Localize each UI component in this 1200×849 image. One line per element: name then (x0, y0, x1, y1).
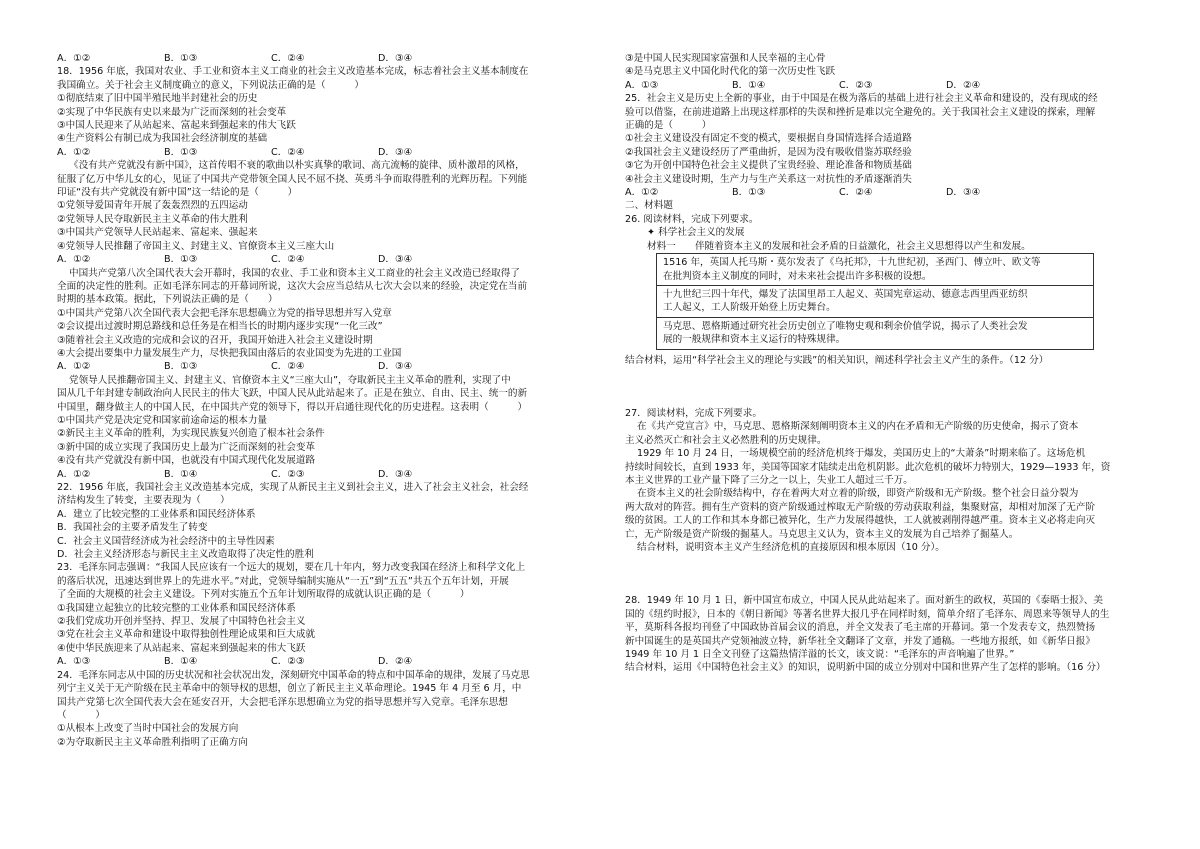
text-line: 在《共产党宣言》中，马克思、恩格斯深刻阐明资本主义的内在矛盾和无产阶级的历史使命，揭示了资本 (637, 421, 1079, 433)
answer-option: D．③④ (946, 187, 981, 199)
text-line: ③中国人民迎来了从站起来、富起来到强起来的伟大飞跃 (57, 120, 296, 132)
answer-option: B．①④ (164, 656, 198, 668)
text-line: 在资本主义的社会阶级结构中，存在着两大对立着的阶级，即资产阶级和无产阶级。整个社会日益分裂为 (637, 488, 1079, 500)
text-line: ①社会主义建设没有固定不变的模式，要根据自身国情选择合适道路 (625, 133, 912, 145)
text-line: D．社会主义经济形态与新民主主义改造取得了决定性的胜利 (57, 549, 314, 561)
text-line: ④是马克思主义中国化时代化的第一次历史性飞跃 (625, 66, 836, 78)
text-line: 济结构发生了转变，主要表现为（ ） (57, 495, 230, 507)
answer-options (57, 52, 582, 65)
q26-task: 结合材料，运用“科学社会主义的理论与实践”的相关知识，阐述科学社会主义产生的条件。（12 分） (625, 354, 1049, 366)
text-line: ④使中华民族迎来了从站起来、富起来到强起来的伟大飞跃 (57, 642, 306, 654)
text-line: ①从根本上改变了当时中国社会的发展方向 (57, 723, 239, 735)
text-line: 国从几千年封建专制政治向人民民主的伟大飞跃，中国人民从此站起来了。正是在独立、自由、民主、统一的新 (57, 388, 528, 400)
text-line: ③它为开创中国特色社会主义提供了宝贵经验、理论准备和物质基础 (625, 160, 912, 172)
material-line: 十九世纪三四十年代，爆发了法国里昂工人起义、英国宪章运动、德意志西里西亚纺织 (663, 288, 1028, 300)
text-line: 27．阅读材料，完成下列要求。 (625, 407, 762, 419)
text-line: 印证“没有共产党就没有新中国”这一结论的是（ ） (57, 187, 298, 199)
answer-option: D．③④ (378, 146, 413, 158)
answer-option: A．①② (57, 361, 91, 373)
answer-option: D．②④ (946, 79, 981, 91)
text-line: ①中国共产党第八次全国代表大会把毛泽东思想确立为党的指导思想并写入党章 (57, 307, 392, 319)
material-row (657, 317, 1094, 349)
material-cell (657, 285, 1094, 317)
text-line: 主义必然灭亡和社会主义必然胜利的历史规律。 (625, 434, 827, 446)
answer-option: B．①③ (164, 53, 198, 64)
text-line: 级的贫困。工人的工作和其本身都已被异化，生产力发展得越快，工人就被剥削得越严重。资本主义必将走向灭 (625, 515, 1096, 527)
text-line: 持续时间较长，直到 1933 年，美国等国家才陆续走出危机阴影。此次危机的破坏力特别大，1929—1933 年，资 (625, 461, 1111, 473)
text-line: ③党在社会主义革命和建设中取得独创性理论成果和巨大成就 (57, 629, 316, 641)
text-line: ②实现了中华民族有史以来最为广泛而深刻的社会变革 (57, 106, 287, 118)
text-line: （ ） (57, 709, 105, 721)
text-line: 两大敌对的阵营。拥有生产资料的资产阶级通过榨取无产阶级的劳动获取利益，集聚财富，却相对加深了无产阶 (625, 501, 1096, 513)
text-line: ④党领导人民推翻了帝国主义、封建主义、官僚资本主义三座大山 (57, 240, 335, 252)
answer-option: A．①② (57, 53, 91, 64)
text-line: A．建立了比较完整的工业体系和国民经济体系 (57, 508, 256, 520)
answer-option: D．③④ (378, 468, 413, 480)
text-line: ④社会主义建设时期，生产力与生产关系这一对抗性的矛盾逐渐消失 (625, 173, 912, 185)
text-line: 征服了亿万中华儿女的心，见证了中国共产党带领全国人民不屈不挠、英勇斗争而取得胜利的光辉历程。下列能 (57, 173, 528, 185)
answer-option: C．②③ (271, 656, 305, 668)
answer-option: B．①③ (164, 361, 198, 373)
right-column (625, 52, 1145, 675)
material-cell (657, 317, 1094, 349)
text-line: 结合材料，运用《中国特色社会主义》的知识，说明新中国的成立分别对中国和世界产生了怎样的影响。（16 分） (625, 662, 1106, 674)
text-line: 新中国诞生的是英国共产党领袖波立特，新华社全文翻译了文章，并发了通稿。一些地方报纸，如《新华日报》 (625, 635, 1096, 647)
text-line: ④生产资料公有制已成为我国社会经济制度的基础 (57, 133, 268, 145)
text-line: ③随着社会主义改造的完成和会议的召开，我国开始进入社会主义建设时期 (57, 334, 373, 346)
text-line: ①中国共产党是决定党和国家前途命运的根本力量 (57, 414, 268, 426)
answer-option: B．①③ (164, 254, 198, 266)
text-line: ③是中国人民实现国家富强和人民幸福的主心骨 (625, 53, 826, 64)
text-line: 结合材料，说明资本主义产生经济危机的直接原因和根本原因（10 分）。 (637, 542, 945, 553)
answer-option: A．①② (57, 468, 91, 480)
text-line: ①彻底结束了旧中国半殖民地半封建社会的历史 (57, 93, 258, 105)
answer-options (625, 79, 1145, 92)
text-line: 25．社会主义是历史上全新的事业，由于中国是在极为落后的基础上进行社会主义革命和建设的，没有现成的经 (625, 93, 1098, 105)
answer-option: B．①④ (164, 468, 198, 480)
text-line: 22．1956 年底，我国社会主义改造基本完成，实现了从新民主主义到社会主义，进入了社会主义社会，社会经 (57, 482, 529, 493)
text-line: ③中国共产党领导人民站起来、富起来、强起来 (57, 227, 258, 239)
text-line: ②我们党成功开创并坚持、捍卫、发展了中国特色社会主义 (57, 616, 306, 628)
answer-option: C．②④ (271, 254, 305, 266)
text-line: 1929 年 10 月 24 日，一场规模空前的经济危机终于爆发，美国历史上的“大萧条”时期来临了。这场危机 (637, 448, 1086, 460)
answer-option: C．②③ (271, 468, 305, 480)
text-line: 1949 年 10 月 1 日全文刊登了这篇热情洋溢的长文，该文说：“毛泽东的声音响遍了世界。” (625, 649, 1015, 661)
answer-option: B．①③ (164, 146, 198, 158)
text-line: 时期的基本政策。据此，下列说法正确的是（ ） (57, 294, 278, 306)
answer-options (57, 146, 582, 159)
answer-options (57, 468, 582, 481)
text-line: 正确的是（ ） (625, 120, 712, 132)
answer-option: C．②④ (839, 187, 873, 199)
text-line: ②会议提出过渡时期总路线和总任务是在相当长的时期内逐步实现“一化三改” (57, 321, 383, 333)
text-line: ②为夺取新民主主义革命胜利指明了正确方向 (57, 736, 248, 748)
text-line: 全面的决定性的胜利。正如毛泽东同志的开幕词所说，这次大会应当总结从七次大会以来的经验，决定党在当前 (57, 280, 528, 292)
material-line: 展的一般规律和资本主义运行的特殊规律。 (663, 334, 846, 346)
answer-option: A．①③ (57, 656, 91, 668)
answer-option: C．②③ (839, 79, 873, 91)
answer-option: A．①② (57, 146, 91, 158)
question-27 (625, 407, 1145, 554)
text-line: 中国里，翻身做主人的中国人民，在中国共产党的领导下，得以开启通往现代化的历史进程。这表明（ ） (57, 401, 528, 413)
answer-option: A．①③ (625, 79, 659, 91)
material-line: 在批判资本主义制度的同时，对未来社会提出许多积极的设想。 (663, 270, 932, 282)
text-line: 国共产党第七次全国代表大会在延安召开，大会把毛泽东思想确立为党的指导思想并写入党章。毛泽东思想 (57, 696, 508, 708)
left-column (57, 52, 582, 749)
text-line: 28．1949 年 10 月 1 日，新中国宣布成立，中国人民从此站起来了。面对新生的政权，英国的《泰晤士报》、美 (625, 595, 1103, 607)
text-line: ④没有共产党就没有新中国，也就没有中国式现代化发展道路 (57, 455, 316, 467)
answer-option: A．①② (57, 254, 91, 266)
text-line: ①我国建立起独立的比较完整的工业体系和国民经济体系 (57, 602, 296, 614)
text-line: 二、材料题 (625, 200, 673, 212)
answer-option: D．③④ (378, 254, 413, 266)
text-line: 党领导人民推翻帝国主义、封建主义、官僚资本主义“三座大山”，夺取新民主主义革命的胜利，实现了中 (69, 374, 511, 386)
text-line: ✦ 科学社会主义的发展 (647, 227, 745, 239)
text-line: ③新中国的成立实现了我国历史上最为广泛而深刻的社会变革 (57, 441, 316, 453)
text-line: 我国确立。关于社会主义制度确立的意义，下列说法正确的是（ ） (57, 79, 364, 91)
answer-option: C．②④ (271, 53, 305, 64)
answer-options (57, 360, 582, 373)
answer-option: D．③④ (378, 361, 413, 373)
text-line: 26. 阅读材料，完成下列要求。 (625, 213, 759, 225)
text-line: 23．毛泽东同志强调：“我国人民应该有一个远大的规划，要在几十年内，努力改变我国在经济上和科学文化上 (57, 562, 526, 574)
text-line: C．社会主义国营经济成为社会经济中的主导性因素 (57, 535, 275, 547)
text-line: ②我国社会主义建设经历了严重曲折，是因为没有吸收借鉴苏联经验 (625, 146, 912, 158)
text-line: 24．毛泽东同志从中国的历史状况和社会状况出发，深刻研究中国革命的特点和中国革命的规律，发展了马克思 (57, 669, 530, 681)
answer-option: A．①② (625, 187, 659, 199)
text-line: ①党领导爱国青年开展了轰轰烈烈的五四运动 (57, 200, 248, 212)
material-line: 工人起义，工人阶级开始登上历史舞台。 (663, 302, 836, 314)
material-line: 1516 年，英国人托马斯・莫尔发表了《乌托邦》，十九世纪初，圣西门、傅立叶、欧文等 (663, 257, 1041, 269)
material-row (657, 285, 1094, 317)
answer-options (57, 655, 582, 668)
answer-option: C．②④ (271, 361, 305, 373)
material-cell (657, 254, 1094, 286)
question-28 (625, 594, 1145, 674)
text-line: 18．1956 年底，我国对农业、手工业和资本主义工商业的社会主义改造基本完成，标志着社会主义基本制度在 (57, 66, 529, 78)
text-line: B．我国社会的主要矛盾发生了转变 (57, 522, 208, 534)
answer-options (57, 253, 582, 266)
text-line: 了全面的大规模的社会主义建设。下列对实施五个五年计划所取得的成就认识正确的是（ ） (57, 589, 470, 601)
text-line: 平，莫斯科各报均刊登了中国政协首届会议的消息，并全文发表了毛主席的开幕词。第一个发表专文，热烈赞扬 (625, 622, 1096, 634)
answer-options (625, 186, 1145, 199)
text-line: 亡，无产阶级是资产阶级的掘墓人。马克思主义认为，资本主义的发展为自己培养了掘墓人。 (625, 528, 1019, 540)
right-top-questions (625, 52, 1145, 253)
text-line: 验可以借鉴，在前进道路上出现这样那样的失误和挫折是难以完全避免的。关于我国社会主义建设的探索，理解 (625, 106, 1096, 118)
text-line: 国的《纽约时报》，日本的《朝日新闻》等著名世界大报几乎在同样时刻，简单介绍了毛泽东、周恩来等领导人的生 (625, 608, 1110, 620)
answer-option: C．②④ (271, 146, 305, 158)
text-line: 《没有共产党就没有新中国》，这首传唱不衰的歌曲以朴实真挚的歌词、高亢流畅的旋律、质朴激昂的风格， (69, 160, 525, 172)
answer-option: B．①④ (732, 79, 766, 91)
answer-option: D．③④ (378, 53, 413, 64)
text-line: 的落后状况，迅速达到世界上的先进水平。”对此，党领导编制实施从“一五”到“五五”共五个五年计划，开展 (57, 575, 509, 587)
text-line: ②党领导人民夺取新民主主义革命的伟大胜利 (57, 213, 248, 225)
answer-option: B．①③ (732, 187, 766, 199)
text-line: 列宁主义关于无产阶级在民主革命中的领导权的思想，创立了新民主主义革命理论。1945 年 4 月至 6 月，中 (57, 683, 522, 695)
material-row (657, 254, 1094, 286)
text-line: 中国共产党第八次全国代表大会开幕时，我国的农业、手工业和资本主义工商业的社会主义改造已经取得了 (69, 267, 520, 279)
text-line: 材料一 伴随着资本主义的发展和社会矛盾的日益激化，社会主义思想得以产生和发展。 (647, 240, 1031, 252)
text-line: ④大会提出要集中力量发展生产力，尽快把我国由落后的农业国变为先进的工业国 (57, 347, 402, 359)
material-table (656, 253, 1094, 349)
answer-option: D．②④ (378, 656, 413, 668)
text-line: ②新民主主义革命的胜利，为实现民族复兴创造了根本社会条件 (57, 428, 325, 440)
material-line: 马克思、恩格斯通过研究社会历史创立了唯物史观和剩余价值学说，揭示了人类社会发 (663, 320, 1028, 332)
text-line: 本主义世界的工业产量下降了三分之一以上，失业工人超过三千万。 (625, 474, 913, 486)
